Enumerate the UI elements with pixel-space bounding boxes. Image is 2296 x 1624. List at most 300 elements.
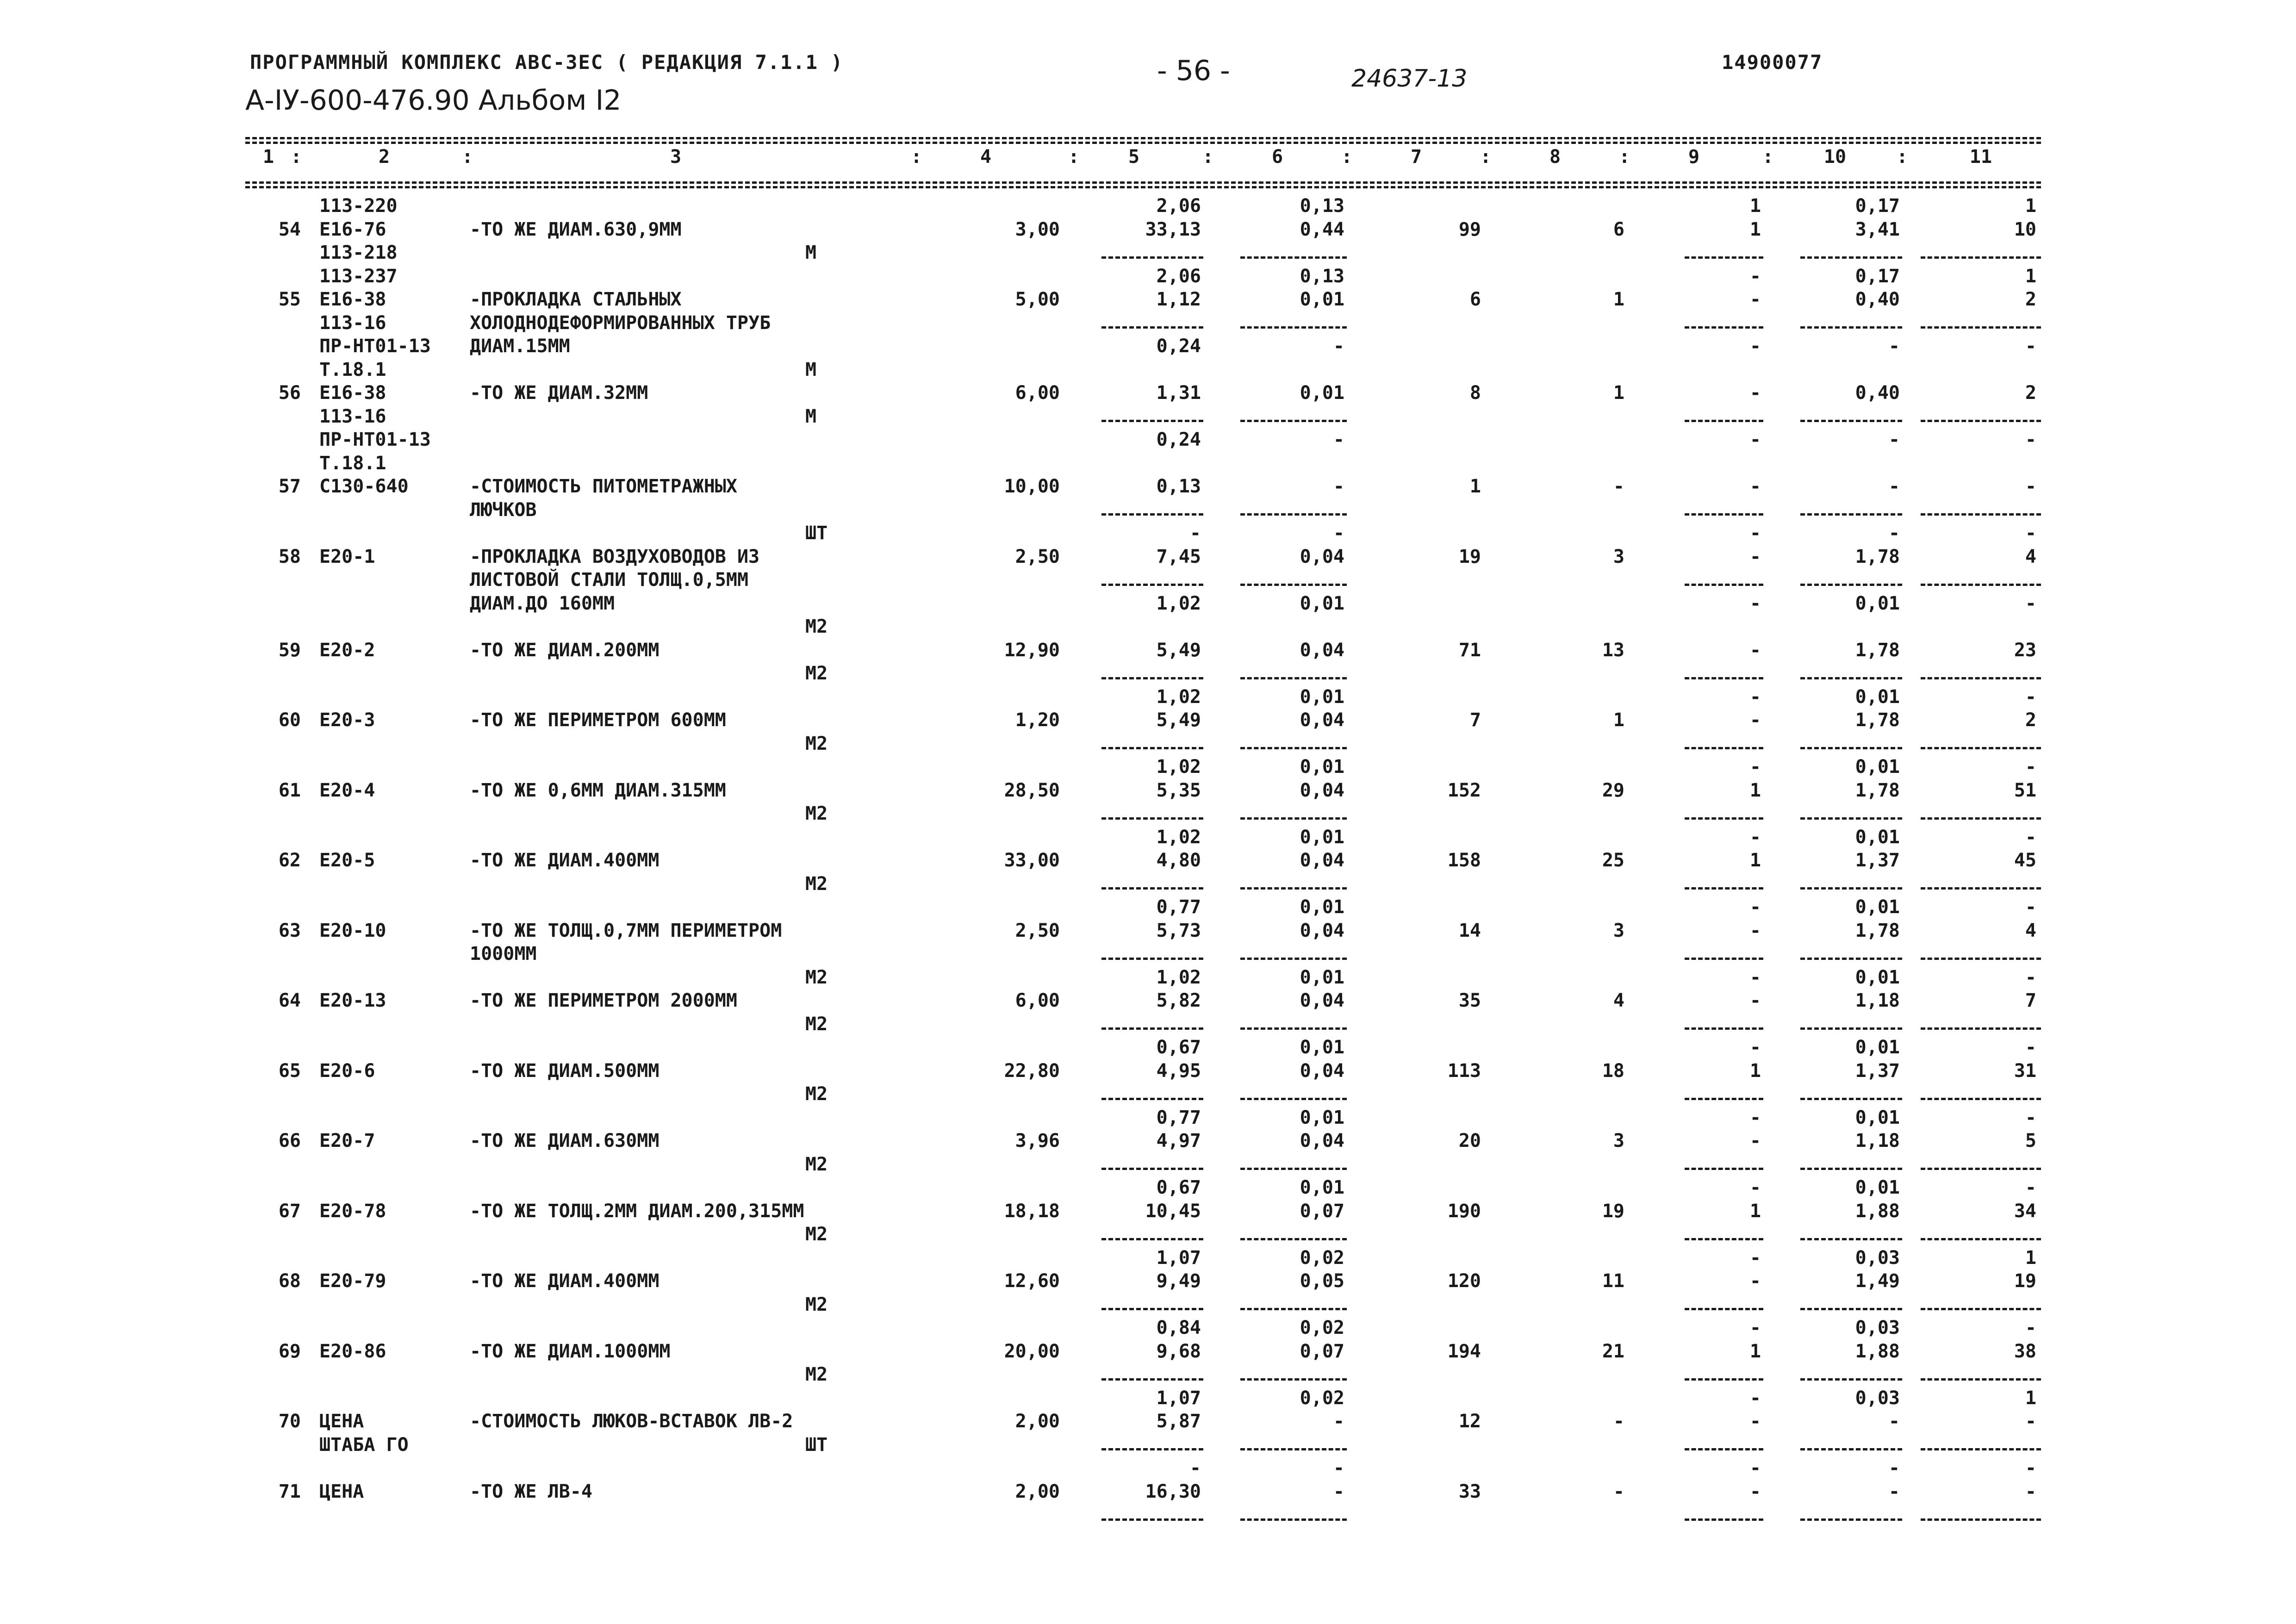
- cell-c7: 35: [1458, 990, 1481, 1011]
- cell-c4: 22,80: [1004, 1060, 1060, 1082]
- row-divider: [1101, 747, 1203, 749]
- row-divider: [1685, 1238, 1763, 1240]
- row-divider: [1800, 326, 1902, 329]
- row-divider: [1921, 677, 2041, 679]
- cell-c4: 3,96: [1015, 1130, 1060, 1151]
- row-divider: [1921, 1378, 2041, 1381]
- cell-c11: 10: [2014, 218, 2036, 240]
- cell-c5: 0,67: [1156, 1177, 1201, 1198]
- cell-c9: -: [1749, 289, 1761, 310]
- cell-c8: 3: [1613, 1130, 1624, 1151]
- row-divider: [1240, 887, 1347, 890]
- cell-num: 69: [278, 1340, 301, 1362]
- cell-c4: 33,00: [1004, 850, 1060, 871]
- cell-c6: 0,01: [1300, 756, 1344, 778]
- cell-desc: -ТО ЖЕ ДИАМ.1000ММ: [470, 1340, 671, 1362]
- cell-desc: ЛЮЧКОВ: [470, 499, 537, 521]
- cell-c9: -: [1749, 966, 1761, 988]
- cell-c7: 12: [1458, 1411, 1481, 1432]
- row-divider: [1921, 817, 2041, 820]
- col-separator: :: [1480, 146, 1492, 168]
- cell-c7: 20: [1458, 1130, 1481, 1151]
- cell-c5: 5,73: [1156, 920, 1201, 941]
- document-code: 14900077: [1722, 51, 1823, 74]
- cell-c9: -: [1749, 1130, 1761, 1151]
- cell-code: 113-16: [319, 312, 386, 334]
- cell-c5: 4,97: [1156, 1130, 1201, 1151]
- row-divider: [1685, 817, 1763, 820]
- cell-c7: 120: [1447, 1270, 1481, 1292]
- cell-c5: 1,02: [1156, 686, 1201, 708]
- cell-c5: 1,02: [1156, 756, 1201, 778]
- cell-code: Е20-4: [319, 779, 375, 801]
- cell-unit: М2: [805, 873, 828, 895]
- cell-c10: 0,03: [1855, 1317, 1900, 1338]
- row-divider: [1800, 1448, 1902, 1450]
- cell-c11: 45: [2014, 850, 2036, 871]
- cell-c8: -: [1613, 476, 1624, 497]
- cell-c11: 23: [2014, 639, 2036, 661]
- row-divider: [1800, 817, 1902, 820]
- row-divider: [1800, 256, 1902, 259]
- cell-desc: -ПРОКЛАДКА СТАЛЬНЫХ: [470, 289, 682, 310]
- cell-c6: -: [1333, 336, 1344, 357]
- cell-c9: -: [1749, 896, 1761, 918]
- row-divider: [1685, 584, 1763, 586]
- cell-c6: 0,01: [1300, 382, 1344, 404]
- row-divider: [1101, 420, 1203, 422]
- row-divider: [1800, 747, 1902, 749]
- cell-c5: 5,82: [1156, 990, 1201, 1011]
- cell-c6: 0,04: [1300, 546, 1344, 567]
- row-divider: [1240, 1448, 1347, 1450]
- cell-c7: 19: [1458, 546, 1481, 567]
- cell-code: Е20-10: [319, 920, 386, 941]
- cell-c9: -: [1749, 1481, 1761, 1502]
- cell-c10: 0,40: [1855, 289, 1900, 310]
- cell-c7: 71: [1458, 639, 1481, 661]
- row-divider: [1921, 887, 2041, 890]
- cell-c11: -: [2025, 429, 2036, 450]
- cell-c6: 0,04: [1300, 1130, 1344, 1151]
- cell-c11: -: [2025, 523, 2036, 544]
- cell-c5: 33,13: [1145, 218, 1201, 240]
- cell-c9: -: [1749, 382, 1761, 404]
- cell-c5: 2,06: [1156, 265, 1201, 287]
- row-divider: [1800, 1378, 1902, 1381]
- cell-code: Е20-7: [319, 1130, 375, 1151]
- cell-c10: 1,78: [1855, 920, 1900, 941]
- cell-c8: 19: [1602, 1200, 1624, 1222]
- cell-desc: ЛИСТОВОЙ СТАЛИ ТОЛЩ.0,5ММ: [470, 569, 749, 591]
- row-divider: [1101, 887, 1203, 890]
- cell-c5: 2,06: [1156, 195, 1201, 217]
- row-divider: [1240, 1238, 1347, 1240]
- col-separator: :: [1896, 146, 1908, 168]
- cell-c4: 12,60: [1004, 1270, 1060, 1292]
- row-divider: [1101, 326, 1203, 329]
- cell-num: 70: [278, 1411, 301, 1432]
- cell-c11: 34: [2014, 1200, 2036, 1222]
- cell-c5: 1,12: [1156, 289, 1201, 310]
- cell-c6: 0,04: [1300, 1060, 1344, 1082]
- cell-num: 68: [278, 1270, 301, 1292]
- cell-c9: 1: [1749, 218, 1761, 240]
- cell-c8: 13: [1602, 639, 1624, 661]
- cell-c10: 1,78: [1855, 709, 1900, 731]
- cell-c5: 5,49: [1156, 709, 1201, 731]
- cell-c4: 2,50: [1015, 546, 1060, 567]
- cell-c9: 1: [1749, 195, 1761, 217]
- cell-desc: -ТО ЖЕ ДИАМ.630,9ММ: [470, 218, 682, 240]
- cell-c10: 1,78: [1855, 779, 1900, 801]
- row-divider: [1240, 1378, 1347, 1381]
- cell-c8: 11: [1602, 1270, 1624, 1292]
- row-divider: [1240, 584, 1347, 586]
- cell-c5: -: [1189, 1457, 1201, 1479]
- cell-num: 60: [278, 709, 301, 731]
- cell-c4: 2,50: [1015, 920, 1060, 941]
- cell-c5: 0,77: [1156, 896, 1201, 918]
- cell-code: Е16-76: [319, 218, 386, 240]
- cell-c10: 0,01: [1855, 966, 1900, 988]
- cell-c5: 1,02: [1156, 592, 1201, 614]
- row-divider: [1800, 1308, 1902, 1310]
- cell-c6: 0,01: [1300, 289, 1344, 310]
- cell-c9: -: [1749, 686, 1761, 708]
- col-header: 8: [1549, 146, 1561, 168]
- cell-desc: -ТО ЖЕ ТОЛЩ.2ММ ДИАМ.200,315ММ: [470, 1200, 804, 1222]
- col-header: 3: [670, 146, 682, 168]
- cell-unit: М2: [805, 616, 828, 637]
- row-divider: [1685, 1098, 1763, 1100]
- row-divider: [1240, 256, 1347, 259]
- cell-unit: М2: [805, 1294, 828, 1315]
- cell-c9: -: [1749, 476, 1761, 497]
- cell-desc: ДИАМ.15ММ: [470, 336, 570, 357]
- cell-c11: -: [2025, 1411, 2036, 1432]
- cell-c7: 1: [1469, 476, 1481, 497]
- cell-c9: -: [1749, 523, 1761, 544]
- col-separator: :: [290, 146, 302, 168]
- cell-c10: 0,01: [1855, 826, 1900, 848]
- cell-c11: 1: [2025, 265, 2036, 287]
- cell-c11: -: [2025, 686, 2036, 708]
- col-separator: :: [1341, 146, 1353, 168]
- cell-c10: -: [1888, 336, 1900, 357]
- cell-c9: -: [1749, 265, 1761, 287]
- cell-code: Е20-6: [319, 1060, 375, 1082]
- cell-c11: -: [2025, 756, 2036, 778]
- cell-c6: -: [1333, 1481, 1344, 1502]
- cell-c9: 1: [1749, 1340, 1761, 1362]
- cell-c6: -: [1333, 1411, 1344, 1432]
- page-number: - 56 -: [1157, 55, 1230, 87]
- cell-c9: -: [1749, 826, 1761, 848]
- row-divider: [1240, 1027, 1347, 1030]
- cell-c5: 1,31: [1156, 382, 1201, 404]
- cell-c9: -: [1749, 1270, 1761, 1292]
- row-divider: [1685, 1308, 1763, 1310]
- row-divider: [1921, 1098, 2041, 1100]
- cell-c11: -: [2025, 966, 2036, 988]
- cell-c7: 14: [1458, 920, 1481, 941]
- row-divider: [1921, 1448, 2041, 1450]
- col-header: 6: [1271, 146, 1283, 168]
- cell-unit: М: [805, 242, 817, 263]
- cell-c11: -: [2025, 896, 2036, 918]
- row-divider: [1240, 747, 1347, 749]
- row-divider: [1101, 1168, 1203, 1170]
- cell-c9: -: [1749, 639, 1761, 661]
- row-divider: [1800, 1098, 1902, 1100]
- cell-c11: -: [2025, 476, 2036, 497]
- cell-c11: 2: [2025, 289, 2036, 310]
- cell-c7: 99: [1458, 218, 1481, 240]
- row-divider: [1685, 513, 1763, 516]
- cell-c6: 0,05: [1300, 1270, 1344, 1292]
- cell-desc: -ТО ЖЕ ДИАМ.32ММ: [470, 382, 648, 404]
- row-divider: [1800, 584, 1902, 586]
- cell-c7: 190: [1447, 1200, 1481, 1222]
- cell-c5: 9,49: [1156, 1270, 1201, 1292]
- cell-desc: -ПРОКЛАДКА ВОЗДУХОВОДОВ ИЗ: [470, 546, 760, 567]
- cell-num: 71: [278, 1481, 301, 1502]
- cell-c7: 194: [1447, 1340, 1481, 1362]
- cell-num: 57: [278, 476, 301, 497]
- cell-c9: -: [1749, 1411, 1761, 1432]
- row-divider: [1921, 1168, 2041, 1170]
- cell-code: Т.18.1: [319, 359, 386, 380]
- row-divider: [1101, 1378, 1203, 1381]
- cell-c9: -: [1749, 990, 1761, 1011]
- row-divider: [1101, 958, 1203, 960]
- cell-c5: 7,45: [1156, 546, 1201, 567]
- cell-c10: 0,01: [1855, 592, 1900, 614]
- col-header: 7: [1410, 146, 1422, 168]
- cell-c10: 0,40: [1855, 382, 1900, 404]
- cell-c8: 3: [1613, 546, 1624, 567]
- cell-c6: 0,01: [1300, 1107, 1344, 1128]
- cell-c9: -: [1749, 1247, 1761, 1269]
- cell-c8: 3: [1613, 920, 1624, 941]
- row-divider: [1800, 420, 1902, 422]
- cell-c11: 1: [2025, 1247, 2036, 1269]
- cell-c4: 2,00: [1015, 1481, 1060, 1502]
- cell-c5: 0,84: [1156, 1317, 1201, 1338]
- cell-desc: -СТОИМОСТЬ ЛЮКОВ-ВСТАВОК ЛВ-2: [470, 1411, 793, 1432]
- cell-c11: -: [2025, 1481, 2036, 1502]
- cell-desc: -ТО ЖЕ ДИАМ.400ММ: [470, 1270, 660, 1292]
- cell-c10: -: [1888, 476, 1900, 497]
- row-divider: [1800, 513, 1902, 516]
- cell-c10: -: [1888, 1411, 1900, 1432]
- cell-c8: 21: [1602, 1340, 1624, 1362]
- row-divider: [1101, 584, 1203, 586]
- cell-c6: -: [1333, 523, 1344, 544]
- cell-c5: 1,02: [1156, 826, 1201, 848]
- cell-c5: 1,02: [1156, 966, 1201, 988]
- col-header: 10: [1823, 146, 1847, 168]
- row-divider: [1101, 817, 1203, 820]
- cell-code: Е20-86: [319, 1340, 386, 1362]
- cell-c5: 0,13: [1156, 476, 1201, 497]
- col-header: 2: [378, 146, 390, 168]
- row-divider: [1101, 1308, 1203, 1310]
- cell-c8: -: [1613, 1411, 1624, 1432]
- cell-c10: 0,17: [1855, 195, 1900, 217]
- cell-code: Т.18.1: [319, 452, 386, 474]
- cell-c11: 1: [2025, 195, 2036, 217]
- cell-code: Е20-1: [319, 546, 375, 567]
- cell-c11: -: [2025, 826, 2036, 848]
- cell-c8: 4: [1613, 990, 1624, 1011]
- cell-c11: 1: [2025, 1387, 2036, 1409]
- cell-unit: М2: [805, 803, 828, 824]
- cell-c9: 1: [1749, 850, 1761, 871]
- row-divider: [1240, 326, 1347, 329]
- cell-c6: -: [1333, 1457, 1344, 1479]
- cell-c7: 113: [1447, 1060, 1481, 1082]
- cell-c7: 152: [1447, 779, 1481, 801]
- cell-c10: 0,03: [1855, 1247, 1900, 1269]
- cell-code: Е16-38: [319, 289, 386, 310]
- cell-c9: -: [1749, 1387, 1761, 1409]
- cell-c10: -: [1888, 523, 1900, 544]
- cell-c11: 5: [2025, 1130, 2036, 1151]
- cell-c9: -: [1749, 920, 1761, 941]
- cell-c10: 3,41: [1855, 218, 1900, 240]
- cell-c5: 1,07: [1156, 1247, 1201, 1269]
- cell-c6: 0,44: [1300, 218, 1344, 240]
- cell-c4: 1,20: [1015, 709, 1060, 731]
- cell-c6: 0,02: [1300, 1317, 1344, 1338]
- col-header: 11: [1969, 146, 1992, 168]
- row-divider: [1800, 958, 1902, 960]
- row-divider: [1685, 958, 1763, 960]
- cell-c5: 0,77: [1156, 1107, 1201, 1128]
- cell-desc: -ТО ЖЕ ДИАМ.500ММ: [470, 1060, 660, 1082]
- cell-c6: -: [1333, 429, 1344, 450]
- cell-unit: М2: [805, 1364, 828, 1385]
- row-divider: [1240, 513, 1347, 516]
- cell-c5: 1,07: [1156, 1387, 1201, 1409]
- cell-num: 64: [278, 990, 301, 1011]
- row-divider: [1240, 677, 1347, 679]
- cell-unit: М2: [805, 966, 828, 988]
- cell-desc: 1000ММ: [470, 943, 537, 964]
- program-title: ПРОГРАММНЫЙ КОМПЛЕКС АВС-3ЕС ( РЕДАКЦИЯ 7.1.1 ): [250, 51, 844, 74]
- row-divider: [1685, 677, 1763, 679]
- cell-c7: 158: [1447, 850, 1481, 871]
- cell-c10: 1,78: [1855, 546, 1900, 567]
- row-divider: [1685, 747, 1763, 749]
- cell-code: Е20-79: [319, 1270, 386, 1292]
- cell-c11: 31: [2014, 1060, 2036, 1082]
- cell-c10: 1,37: [1855, 1060, 1900, 1082]
- album-title: А-IУ-600-476.90 Альбом I2: [245, 84, 622, 117]
- cell-num: 55: [278, 289, 301, 310]
- cell-c6: 0,04: [1300, 709, 1344, 731]
- cell-num: 66: [278, 1130, 301, 1151]
- cell-code: ПР-НТ01-13: [319, 429, 431, 450]
- cell-c6: 0,13: [1300, 265, 1344, 287]
- row-divider: [1101, 1518, 1203, 1521]
- row-divider: [1800, 887, 1902, 890]
- cell-code: Е20-3: [319, 709, 375, 731]
- row-divider: [1101, 677, 1203, 679]
- cell-c10: 0,17: [1855, 265, 1900, 287]
- cell-desc: -ТО ЖЕ ДИАМ.200ММ: [470, 639, 660, 661]
- row-divider: [1685, 256, 1763, 259]
- col-separator: :: [910, 146, 922, 168]
- cell-c8: 18: [1602, 1060, 1624, 1082]
- cell-c9: -: [1749, 1177, 1761, 1198]
- cell-c6: 0,04: [1300, 990, 1344, 1011]
- cell-c6: -: [1333, 476, 1344, 497]
- cell-c11: 38: [2014, 1340, 2036, 1362]
- cell-c6: 0,01: [1300, 592, 1344, 614]
- col-separator: :: [1068, 146, 1080, 168]
- cell-c10: 1,18: [1855, 990, 1900, 1011]
- col-separator: :: [1618, 146, 1630, 168]
- cell-c8: 1: [1613, 289, 1624, 310]
- cell-num: 67: [278, 1200, 301, 1222]
- row-divider: [1685, 1168, 1763, 1170]
- cell-num: 62: [278, 850, 301, 871]
- cell-desc: -ТО ЖЕ ЛВ-4: [470, 1481, 592, 1502]
- col-header: 4: [980, 146, 992, 168]
- row-divider: [1101, 1448, 1203, 1450]
- cell-c7: 6: [1469, 289, 1481, 310]
- row-divider: [1921, 513, 2041, 516]
- cell-c6: 0,01: [1300, 1037, 1344, 1058]
- cell-c5: -: [1189, 523, 1201, 544]
- cell-c4: 10,00: [1004, 476, 1060, 497]
- cell-c4: 18,18: [1004, 1200, 1060, 1222]
- cell-c6: 0,01: [1300, 966, 1344, 988]
- row-divider: [1101, 1098, 1203, 1100]
- row-divider: [1101, 513, 1203, 516]
- cell-c4: 2,00: [1015, 1411, 1060, 1432]
- cell-code: С130-640: [319, 476, 409, 497]
- cell-c5: 4,95: [1156, 1060, 1201, 1082]
- cell-unit: М2: [805, 663, 828, 684]
- cell-unit: М2: [805, 1224, 828, 1245]
- row-divider: [1800, 1238, 1902, 1240]
- cell-c6: 0,13: [1300, 195, 1344, 217]
- cell-c4: 3,00: [1015, 218, 1060, 240]
- row-divider: [1240, 420, 1347, 422]
- cell-c6: 0,01: [1300, 826, 1344, 848]
- row-divider: [1921, 326, 2041, 329]
- cell-desc: -ТО ЖЕ 0,6ММ ДИАМ.315ММ: [470, 779, 726, 801]
- row-divider: [1800, 1518, 1902, 1521]
- row-divider: [1921, 958, 2041, 960]
- cell-unit: М2: [805, 1153, 828, 1175]
- row-divider: [1800, 1168, 1902, 1170]
- cell-c11: -: [2025, 1457, 2036, 1479]
- cell-c10: 1,18: [1855, 1130, 1900, 1151]
- cell-code: 113-237: [319, 265, 398, 287]
- cell-num: 54: [278, 218, 301, 240]
- row-divider: [1101, 1027, 1203, 1030]
- cell-c10: 0,01: [1855, 1177, 1900, 1198]
- cell-desc: -ТО ЖЕ ПЕРИМЕТРОМ 2000ММ: [470, 990, 737, 1011]
- cell-num: 56: [278, 382, 301, 404]
- cell-c9: -: [1749, 1037, 1761, 1058]
- cell-c10: -: [1888, 1457, 1900, 1479]
